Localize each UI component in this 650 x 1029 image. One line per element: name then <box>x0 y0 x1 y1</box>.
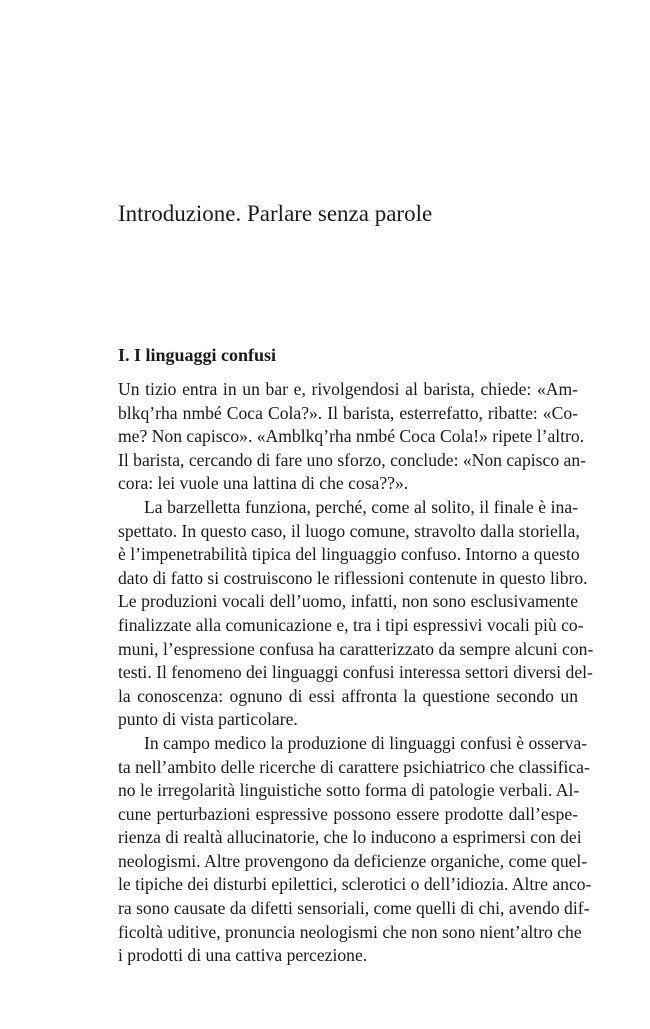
text-line: ta nell’ambito delle ricerche di carattere psichiatrico che classifica- <box>118 756 590 777</box>
text-line: è l’impenetrabilità tipica del linguaggio confuso. Intorno a questo <box>118 544 580 565</box>
text-line: testi. Il fenomeno dei linguaggi confusi interessa settori diversi del- <box>118 662 593 683</box>
text-line: neologismi. Altre provengono da deficienze organiche, come quel- <box>118 850 588 871</box>
text-line: La barzelletta funziona, perché, come al solito, il finale è ina- <box>144 496 578 517</box>
text-line: la conoscenza: ognuno di essi affronta la questione secondo un <box>118 685 578 706</box>
text-line: cora: lei vuole una lattina di che cosa??». <box>118 473 409 494</box>
text-line: Le produzioni vocali dell’uomo, infatti, non sono esclusivamente <box>118 591 578 612</box>
text-line: me? Non capisco». «Amblkq’rha nmbé Coca Cola!» ripete l’altro. <box>118 426 585 447</box>
text-line: cune perturbazioni espressive possono essere prodotte dall’espe- <box>118 803 578 824</box>
text-line: In campo medico la produzione di linguaggi confusi è osserva- <box>144 732 588 753</box>
text-line: le tipiche dei disturbi epilettici, sclerotici o dell’idiozia. Altre anco- <box>118 874 592 895</box>
section-heading: I. I linguaggi confusi <box>118 345 277 365</box>
text-line: muni, l’espressione confusa ha caratterizzato da sempre alcuni con- <box>118 638 594 659</box>
text-line: no le irregolarità linguistiche sotto forma di patologie verbali. Al- <box>118 780 580 801</box>
text-line: Il barista, cercando di fare uno sforzo, conclude: «Non capisco an- <box>118 449 586 470</box>
text-line: Un tizio entra in un bar e, rivolgendosi al barista, chiede: «Am- <box>118 379 578 399</box>
text-line: punto di vista particolare. <box>118 709 298 730</box>
text-line: ficoltà uditive, pronuncia neologismi che non sono nient’altro che <box>118 921 582 942</box>
text-line: spettato. In questo caso, il luogo comune, stravolto dalla storiella, <box>118 520 580 541</box>
body-text <box>118 378 594 968</box>
text-line: rienza di realtà allucinatorie, che lo inducono a esprimersi con dei <box>118 827 582 848</box>
text-line: finalizzate alla comunicazione e, tra i tipi espressivi vocali più co- <box>118 614 584 635</box>
text-line: blkq’rha nmbé Coca Cola?». Il barista, esterrefatto, ribatte: «Co- <box>118 402 578 423</box>
text-line: ra sono causate da difetti sensoriali, come quelli di chi, avendo dif- <box>118 898 590 919</box>
text-line: dato di fatto si costruiscono le riflessioni contenute in questo libro. <box>118 567 588 588</box>
chapter-title: Introduzione. Parlare senza parole <box>118 201 433 226</box>
text-line: i prodotti di una cattiva percezione. <box>118 945 368 966</box>
